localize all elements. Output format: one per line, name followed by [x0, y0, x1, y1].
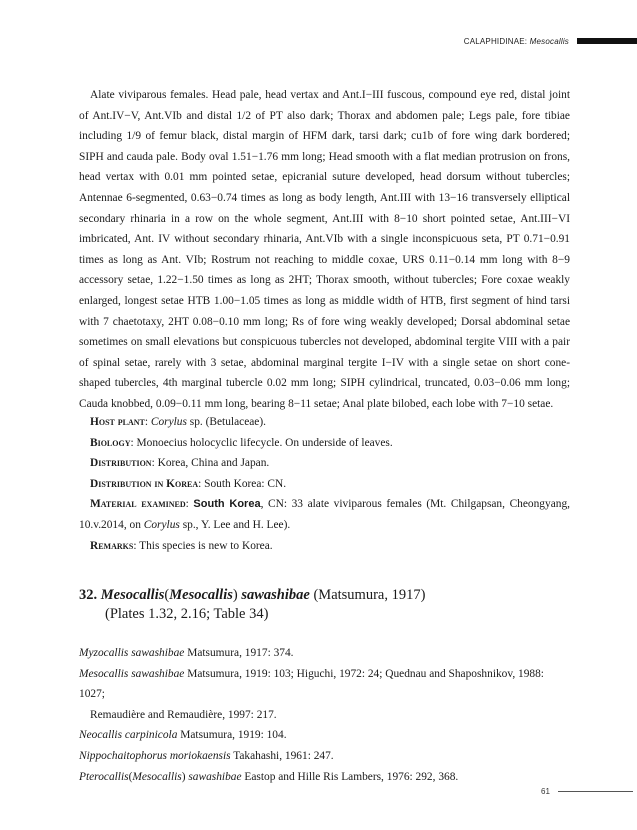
synonym-item: Nippochaitophorus moriokaensis Takahashi, 1961: 247.: [79, 749, 334, 762]
species-heading: 32. Mesocallis(Mesocallis) sawashibae (Matsumura, 1917) (Plates 1.32, 2.16; Table 34): [79, 587, 426, 622]
remarks-line: Remarks: This species is new to Korea.: [90, 539, 273, 552]
biology-line: Biology: Monoecius holocyclic lifecycle. On underside of leaves.: [90, 436, 393, 449]
synonym-item: Myzocallis sawashibae Matsumura, 1917: 374.: [79, 647, 294, 659]
synonym-item: Pterocallis(Mesocallis) sawashibae Eastop and Hille Ris Lambers, 1976: 292, 368.: [79, 770, 459, 783]
synonymy-list: [79, 643, 570, 787]
running-title: CALAPHIDINAE: Mesocallis: [463, 36, 569, 46]
header-bar: [577, 38, 637, 44]
running-header: [464, 34, 637, 48]
page-number: 61: [541, 787, 550, 796]
synonym-item: Mesocallis sawashibae Matsumura, 1919: 103; Higuchi, 1972: 24; Quednau and Shaposhnikov, 1988: 1027;: [79, 667, 544, 701]
host-plant-line: Host plant: Corylus sp. (Betulaceae).: [90, 416, 266, 428]
distribution-line: Distribution: Korea, China and Japan.: [90, 457, 270, 470]
footer-rule: [558, 791, 633, 792]
synonym-item-continuation: Remaudière and Remaudière, 1997: 217.: [90, 708, 277, 721]
distribution-korea-line: Distribution in Korea: South Korea: CN.: [90, 477, 287, 490]
page-footer: [541, 787, 633, 796]
species-info-block: [79, 412, 570, 556]
synonym-item: Neocallis carpinicola Matsumura, 1919: 104.: [79, 729, 287, 742]
species-description: Alate viviparous females. Head pale, head vertax and Ant.I−III fuscous, compound eye red, distal joint of Ant.IV−V, Ant.VIb and distal 1/2 of PT also dark; Thorax and abdomen pale; Legs pale, fore tibiae including 1/9 of femur black, distal margin of HFM dark, tarsi dark; cu1b of fore wing dark bordered; SIPH and cauda pale. Body oval 1.51−1.76 mm long; Head smooth with a flat median protrusion on frons, head vertax with 0.01 mm pointed setae, epicranial suture developed, head dorsum without tubercles; Antennae 6-segmented, 0.63−0.74 times as long as body length, Ant.III with 13−16 transversely elliptical secondary rhinaria in a row on the whole segment, Ant.III with 8−10 short pointed setae, Ant.III−VI imbricated, Ant. IV without secondary rhinaria, Ant.VIb with a single inconspicuous seta, PT 0.71−0.91 times as long as Ant. VIb; Rostrum not reaching to middle coxae, URS 0.11−0.14 mm long with 8−9 accessory setae, 1.22−1.50 times as long as 2HT; Thorax smooth, without tubercles; Fore coxae weakly enlarged, longest setae HTB 1.00−1.05 times as long as middle width of HTB, first segment of hind tarsi with 7 chaetotaxy, 2HT 0.08−0.10 mm long; Rs of fore wing weakly developed; Dorsal abdominal setae sometimes on small elevations but conspicuous tubercles not developed, abdominal tergite VIII with a pair of spinal setae, rarely with 3 setae, abdominal marginal tergite I−IV with a single setae on short cone-shaped tubercles, 4th marginal tubercle 0.02 mm long; SIPH cylindrical, truncated, 0.03−0.06 mm long; Cauda knobbed, 0.09−0.11 mm long, bearing 8−11 setae; Anal plate bilobed, each lobe with 7−10 setae.: [79, 89, 570, 410]
plates-reference: (Plates 1.32, 2.16; Table 34): [105, 606, 269, 622]
material-examined-line: Material examined: South Korea, CN: 33 alate viviparous females (Mt. Chilgapsan, Cheongyang, 10.v.2014, on Corylus sp., Y. Lee and H. Lee).: [79, 498, 570, 531]
